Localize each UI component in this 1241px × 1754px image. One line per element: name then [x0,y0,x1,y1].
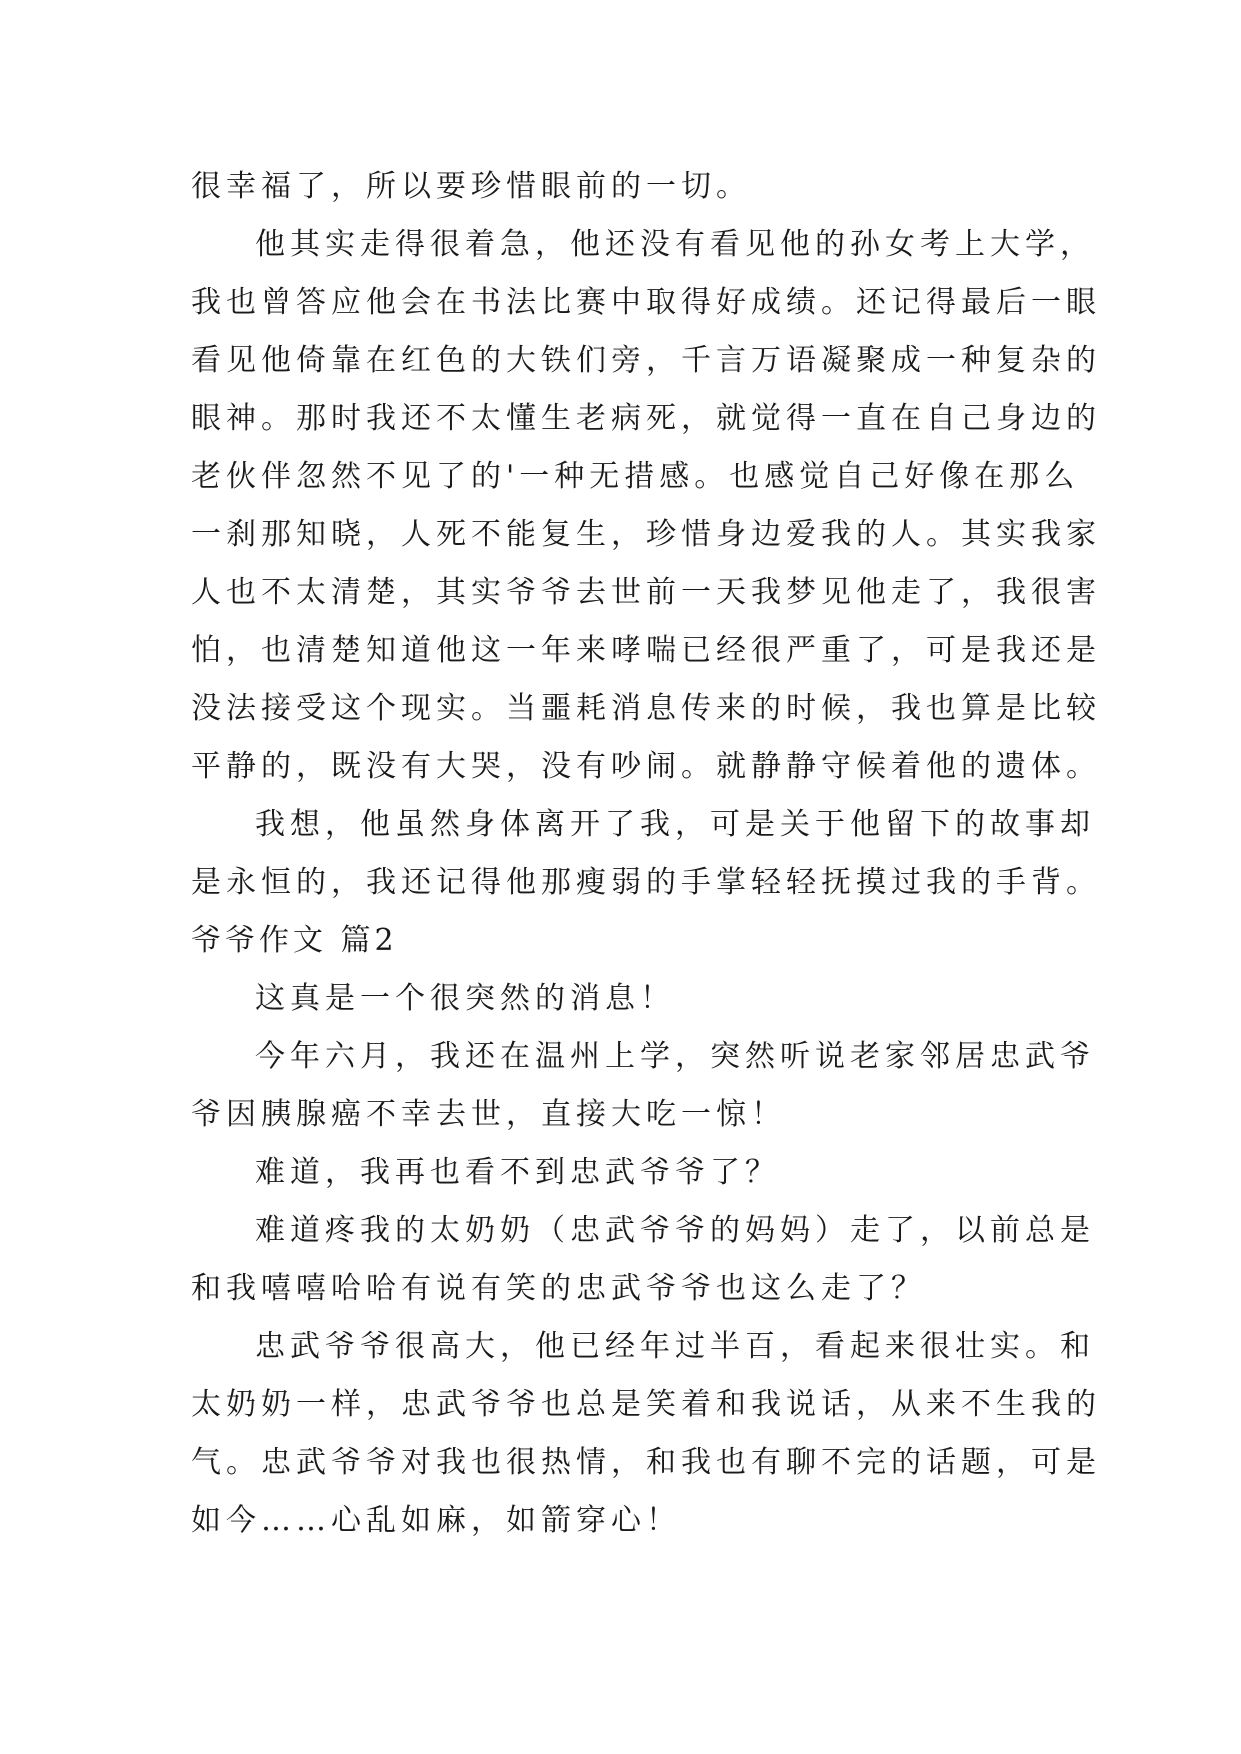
text-line: 气。忠武爷爷对我也很热情，和我也有聊不完的话题，可是 [191,1445,1101,1480]
text-line: 老伙伴忽然不见了的'一种无措感。也感觉自己好像在那么 [191,459,1080,494]
paragraph [191,970,1059,1028]
text-line: 如今……心乱如麻，如箭穿心！ [191,1503,681,1538]
text-line: 看见他倚靠在红色的大铁们旁，千言万语凝聚成一种复杂的 [191,343,1101,378]
paragraph [191,796,1101,912]
document-page [191,158,1101,1550]
paragraph [191,1202,1095,1318]
text-line: 人也不太清楚，其实爷爷去世前一天我梦见他走了，我很害 [191,575,1101,610]
section-heading: 爷爷作文 篇2 [191,923,398,958]
text-line: 他其实走得很着急，他还没有看见他的孙女考上大学， [255,227,1095,262]
text-line: 难道疼我的太奶奶（忠武爷爷的妈妈）走了，以前总是 [255,1213,1095,1248]
text-line: 难道，我再也看不到忠武爷爷了？ [255,1155,780,1190]
text-line: 这真是一个很突然的消息！ [255,981,675,1016]
text-line: 太奶奶一样，忠武爷爷也总是笑着和我说话，从来不生我的 [191,1387,1101,1422]
text-line: 怕，也清楚知道他这一年来哮喘已经很严重了，可是我还是 [191,633,1101,668]
essay-part-1 [191,158,1101,912]
text-line: 眼神。那时我还不太懂生老病死，就觉得一直在自己身边的 [191,401,1101,436]
paragraph [191,1318,1101,1550]
text-line: 很幸福了，所以要珍惜眼前的一切。 [191,169,751,204]
text-line: 我也曾答应他会在书法比赛中取得好成绩。还记得最后一眼 [191,285,1101,320]
text-line: 没法接受这个现实。当噩耗消息传来的时候，我也算是比较 [191,691,1101,726]
paragraph [191,158,1059,216]
text-line: 今年六月，我还在温州上学，突然听说老家邻居忠武爷 [255,1039,1095,1074]
text-line: 爷因胰腺癌不幸去世，直接大吃一惊！ [191,1097,786,1132]
paragraph [191,1028,1095,1144]
text-line: 和我嘻嘻哈哈有说有笑的忠武爷爷也这么走了？ [191,1271,926,1306]
essay-part-2 [191,970,1101,1550]
text-line: 我想，他虽然身体离开了我，可是关于他留下的故事却 [255,807,1095,842]
paragraph [191,1144,1059,1202]
paragraph [191,216,1101,796]
text-line: 平静的，既没有大哭，没有吵闹。就静静守候着他的遗体。 [191,749,1101,784]
text-line: 忠武爷爷很高大，他已经年过半百，看起来很壮实。和 [255,1329,1095,1364]
text-line: 是永恒的，我还记得他那瘦弱的手掌轻轻抚摸过我的手背。 [191,865,1101,900]
text-line: 一刹那知晓，人死不能复生，珍惜身边爱我的人。其实我家 [191,517,1101,552]
